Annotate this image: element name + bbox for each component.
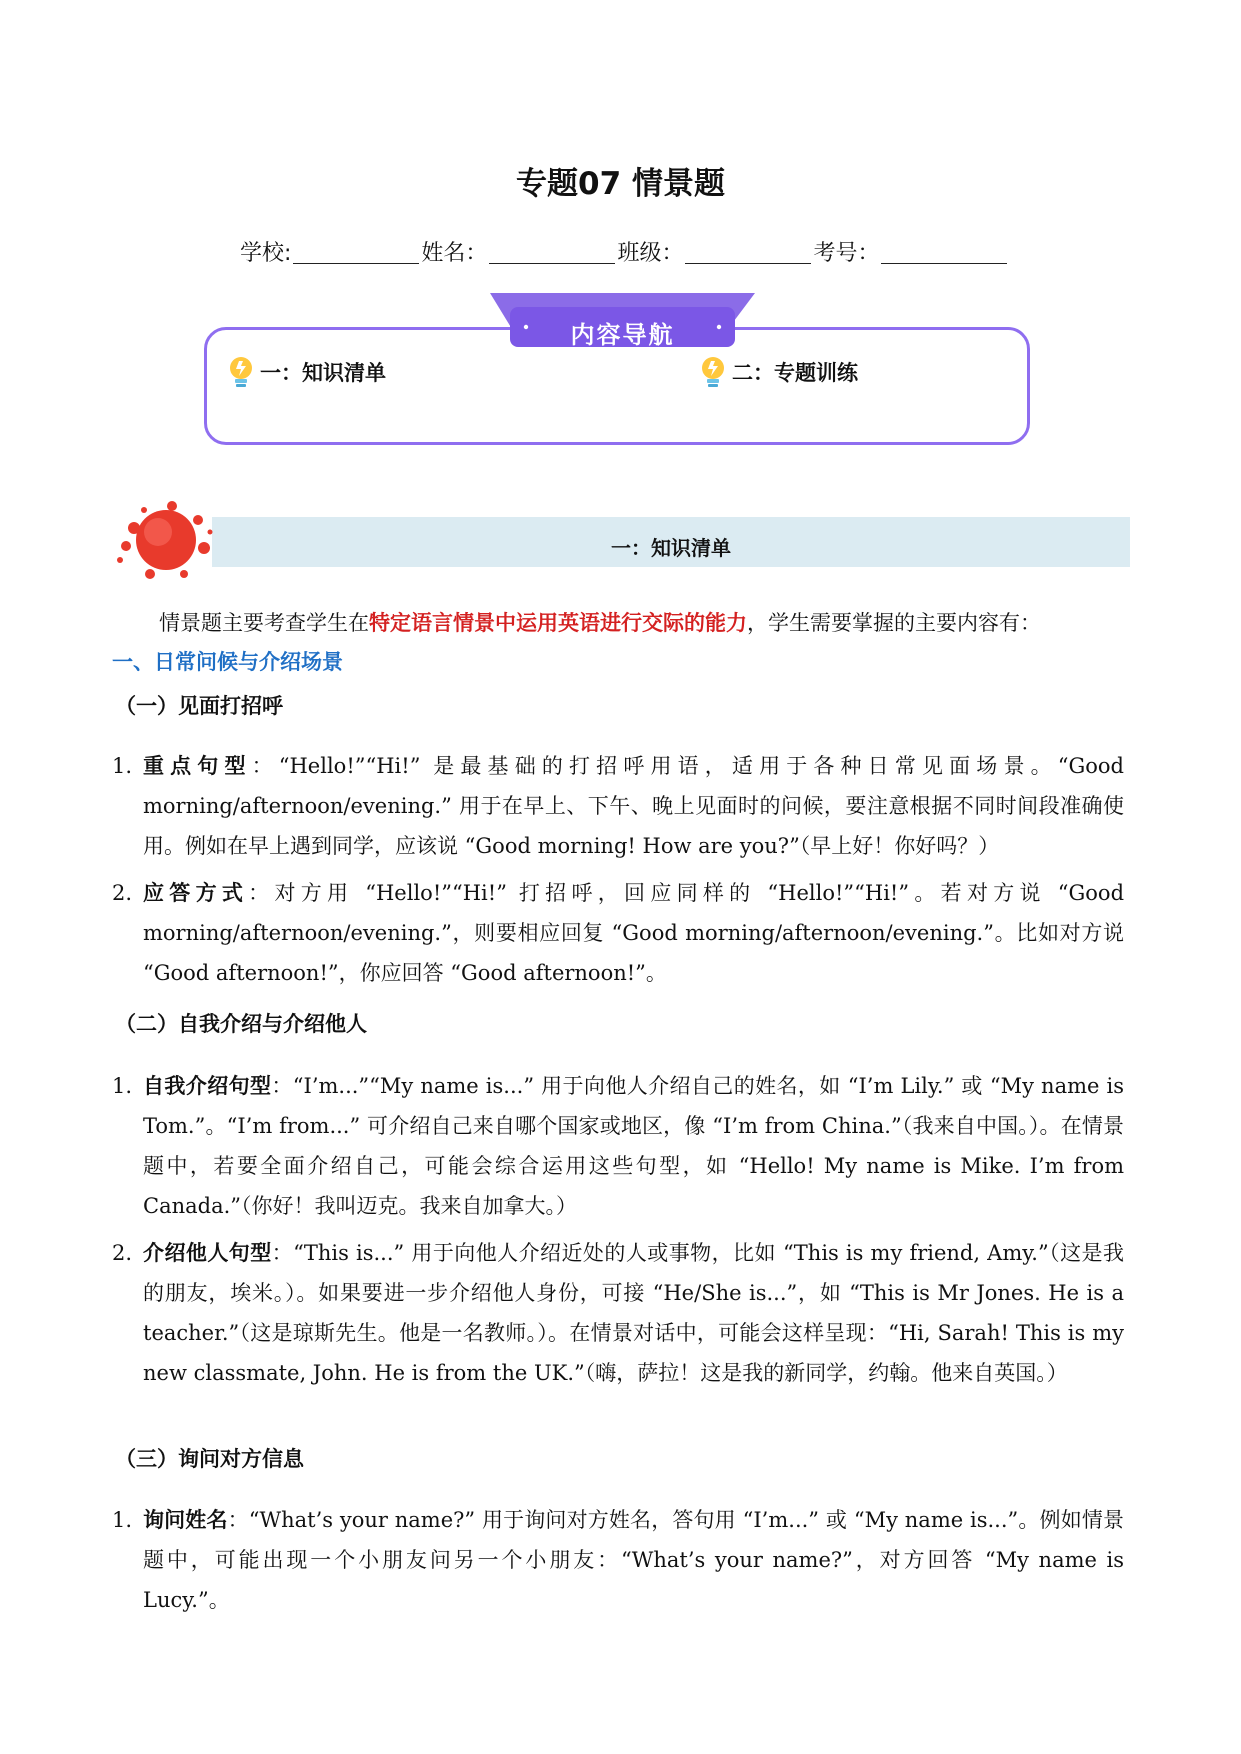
item-number: 1. — [112, 1508, 133, 1532]
class-label: 班级： — [617, 241, 684, 266]
exam-number-blank[interactable] — [881, 241, 1007, 264]
subheading-asking-info: （三）询问对方信息 — [115, 1447, 304, 1471]
nav-item-knowledge-list[interactable] — [226, 355, 386, 389]
list-item — [112, 1066, 1124, 1226]
item-number: 2. — [112, 1241, 133, 1265]
item-label: 询问姓名 — [143, 1508, 228, 1532]
item-number: 2. — [112, 881, 133, 905]
intro-text-end: ，学生需要掌握的主要内容有： — [747, 611, 1041, 635]
content-nav-tab — [490, 293, 755, 353]
item-label: 重点句型 — [143, 754, 252, 778]
heading-greeting-scenes: 一、日常问候与介绍场景 — [112, 650, 343, 674]
intro-highlight: 特定语言情景中运用英语进行交际的能力 — [369, 611, 747, 635]
section-header-title: 一：知识清单 — [611, 536, 731, 560]
subheading-greeting: （一）见面打招呼 — [115, 694, 283, 718]
lightbulb-icon — [226, 355, 256, 389]
school-label: 学校: — [240, 241, 292, 266]
student-info-fields — [240, 236, 1040, 267]
item-text: ：“What’s your name?” 用于询问对方姓名，答句用 “I’m...” 或 “My name is...”。例如情景题中，可能出现一个小朋友问另一个小朋友：“What’s your name?”，对方回答 “My name is Lucy.”。 — [143, 1508, 1125, 1612]
list-item — [112, 1500, 1124, 1620]
lightbulb-icon — [698, 355, 728, 389]
name-blank[interactable] — [489, 241, 615, 264]
nav-item-label: 一：知识清单 — [260, 361, 386, 385]
subheading-introductions: （二）自我介绍与介绍他人 — [115, 1012, 367, 1036]
nav-item-label: 二：专题训练 — [732, 361, 858, 385]
nav-item-topic-training[interactable] — [698, 355, 858, 389]
item-number: 1. — [112, 754, 133, 778]
name-label: 姓名： — [421, 241, 488, 266]
item-label: 介绍他人句型 — [143, 1241, 272, 1265]
item-number: 1. — [112, 1074, 133, 1098]
item-text: ：“Hello!”“Hi!” 是最基础的打招呼用语，适用于各种日常见面场景。“Good morning/afternoon/evening.” 用于在早上、下午、晚上见面时的问候，要注意根据不同时间段准确使用。例如在早上遇到同学，应该说 “Good morning! How are you?”（早上好！你好吗？） — [143, 754, 1124, 858]
paint-splat-icon — [114, 498, 214, 582]
class-blank[interactable] — [685, 241, 811, 264]
intro-paragraph — [115, 603, 1125, 643]
item-text: ：对方用 “Hello!”“Hi!” 打招呼，回应同样的 “Hello!”“Hi!”。若对方说 “Good morning/afternoon/evening.”，则要相应回复 “Good morning/afternoon/evening.”。比如对方说 “Good afternoon!”，你应回答 “Good afternoon!”。 — [143, 881, 1125, 985]
list-item — [112, 1233, 1124, 1393]
intro-text: 情景题主要考查学生在 — [159, 611, 369, 635]
list-item — [112, 873, 1124, 993]
item-text: ：“This is...” 用于向他人介绍近处的人或事物，比如 “This is my friend, Amy.”（这是我的朋友，埃米。）。如果要进一步介绍他人身份，可接 “He/She is...”，如 “This is Mr Jones. He is a teacher.”（这是琼斯先生。他是一名教师。）。在情景对话中，可能会这样呈现：“Hi, Sarah! This is my new classmate, John. He is from the UK.”（嗨，萨拉！这是我的新同学，约翰。他来自英国。） — [143, 1241, 1125, 1385]
item-label: 应答方式 — [143, 881, 249, 905]
page-title: 专题07 情景题 — [516, 166, 725, 202]
nav-tab-label: 内容导航 — [570, 321, 675, 349]
school-blank[interactable] — [293, 241, 419, 264]
item-label: 自我介绍句型 — [143, 1074, 272, 1098]
list-item — [112, 746, 1124, 866]
exam-number-label: 考号： — [813, 241, 880, 266]
item-text: ：“I’m...”“My name is...” 用于向他人介绍自己的姓名，如 “I’m Lily.” 或 “My name is Tom.”。“I’m from...” 可介绍自己来自哪个国家或地区，像 “I’m from China.”（我来自中国。）。在情景题中，若要全面介绍自己，可能会综合运用这些句型，如 “Hello! My name is Mike. I’m from Canada.”（你好！我叫迈克。我来自加拿大。） — [143, 1074, 1124, 1218]
